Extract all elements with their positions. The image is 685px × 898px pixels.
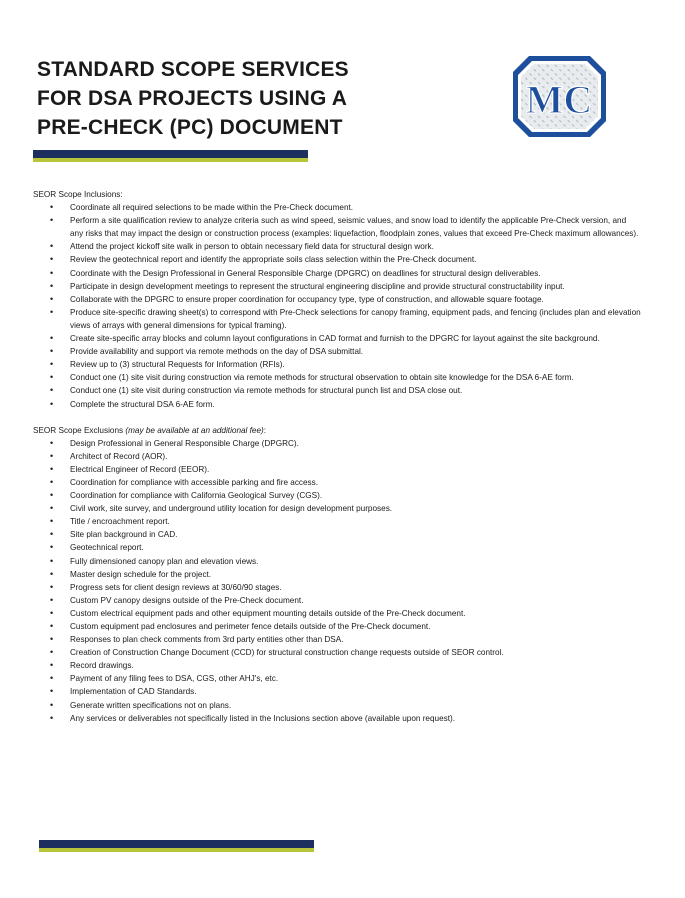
list-item: • Responses to plan check comments from 3rd party entities other than DSA. (50, 634, 344, 645)
list-item: • Progress sets for client design reviews at 30/60/90 stages. (50, 581, 282, 592)
list-item: • Participate in design development meetings to represent the structural engineering discipline and provide structural constructability input. (50, 280, 565, 291)
list-item: • Master design schedule for the project. (50, 568, 212, 579)
list-item: • Coordination for compliance with accessible parking and fire access. (50, 476, 319, 487)
list-item: • Review the geotechnical report and identify the appropriate soils class selection within the Pre-Check document. (50, 254, 477, 265)
document-title (37, 55, 367, 142)
list-item: • Architect of Record (AOR). (50, 450, 168, 461)
list-item: • Collaborate with the DPGRC to ensure proper coordination for occupancy type, type of construction, and allowable square footage. (50, 293, 544, 304)
list-item: • Any services or deliverables not specifically listed in the Inclusions section above (available upon request). (50, 712, 456, 723)
list-item: • Review up to (3) structural Requests for Information (RFIs). (50, 359, 285, 370)
title-line: STANDARD SCOPE SERVICES (37, 58, 349, 81)
list-item: • Create site-specific array blocks and column layout configurations in CAD format and furnish to the DPGRC for layout against the site background. (50, 333, 600, 344)
exclusions-list (33, 437, 641, 725)
logo-letters: MC (525, 77, 593, 122)
list-item: • Title / encroachment report. (50, 516, 170, 527)
list-item: • Provide availability and support via remote methods on the day of DSA submittal. (50, 346, 364, 357)
list-item: • Coordination for compliance with California Geological Survey (CGS). (50, 490, 323, 501)
list-item: • Attend the project kickoff site walk in person to obtain necessary field data for structural design work. (50, 241, 434, 252)
list-item: • Site plan background in CAD. (50, 529, 178, 540)
list-item: • Custom equipment pad enclosures and perimeter fence details outside of the Pre-Check document. (50, 621, 431, 631)
list-item: • Coordinate with the Design Professional in General Responsible Charge (DPGRC) on deadlines for structural design deliverables. (50, 267, 541, 278)
list-item: • Fully dimensioned canopy plan and elevation views. (50, 555, 259, 566)
scope-content (33, 188, 641, 725)
list-item: • Electrical Engineer of Record (EEOR). (50, 463, 210, 474)
company-logo (513, 56, 606, 137)
list-item: • Custom electrical equipment pads and other equipment mounting details outside of the Pre-Check document. (50, 607, 466, 618)
list-item: • Design Professional in General Responsible Charge (DPGRC). (50, 437, 299, 448)
list-item: • Produce site-specific drawing sheet(s) to correspond with Pre-Check selections for canopy framing, equipment pads, and fencing (includes plan and elevation views of arrays with general dimensions for typical framing). (50, 306, 641, 330)
list-item: • Geotechnical report. (50, 542, 144, 553)
list-item: • Creation of Construction Change Document (CCD) for structural construction change requests outside of SEOR control. (50, 647, 504, 658)
list-item: • Perform a site qualification review to analyze criteria such as wind speed, seismic values, and snow load to identify the applicable Pre-Check version, and any risks that may impact the design or construction process (examples: liquefaction, floodplain zones, values that exceed Pre-Check maximum allowances). (50, 215, 639, 239)
header-accent-bar (33, 150, 308, 162)
title-line: FOR DSA PROJECTS USING A (37, 87, 348, 110)
list-item: • Record drawings. (50, 660, 134, 671)
footer-accent-bar (39, 840, 314, 852)
list-item: • Conduct one (1) site visit during construction via remote methods for structural observation to obtain site knowledge for the DSA 6-AE form. (50, 372, 574, 383)
inclusions-heading: SEOR Scope Inclusions: (33, 190, 123, 199)
exclusions-heading: SEOR Scope Exclusions (may be available at an additional fee): (33, 425, 267, 435)
title-line: PRE-CHECK (PC) DOCUMENT (37, 116, 343, 139)
inclusions-list (33, 201, 641, 411)
list-item: • Payment of any filing fees to DSA, CGS, other AHJ's, etc. (50, 673, 279, 684)
list-item: • Complete the structural DSA 6-AE form. (50, 398, 215, 409)
list-item: • Coordinate all required selections to be made within the Pre-Check document. (50, 202, 354, 213)
list-item: • Conduct one (1) site visit during construction via remote methods for structural punch list and DSA close out. (50, 385, 463, 396)
list-item: • Civil work, site survey, and underground utility location for design development purposes. (50, 503, 393, 514)
list-item: • Generate written specifications not on plans. (50, 699, 232, 710)
list-item: • Custom PV canopy designs outside of the Pre-Check document. (50, 594, 304, 605)
list-item: • Implementation of CAD Standards. (50, 686, 197, 697)
